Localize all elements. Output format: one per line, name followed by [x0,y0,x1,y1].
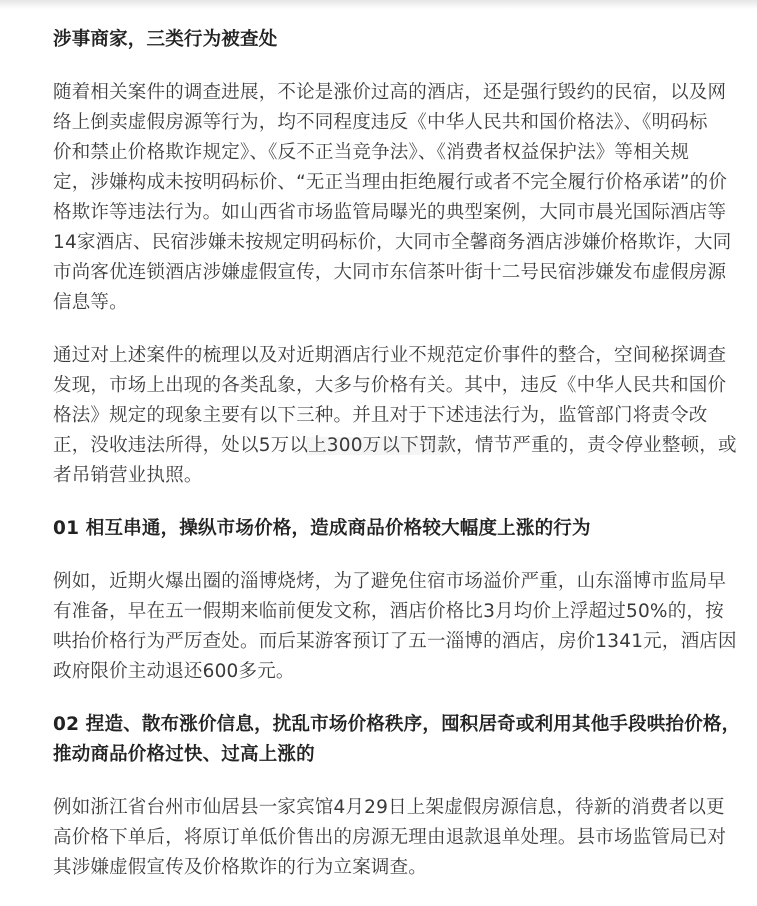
paragraph-cases [53,78,733,318]
text-line: 者吊销营业执照。 [53,465,203,486]
text-line: 14家酒店、民宿涉嫌未按规定明码标价，大同市全馨商务酒店涉嫌价格欺诈，大同 [53,232,732,253]
text-line: 信息等。 [53,292,128,313]
text-line: 价和禁止价格欺诈规定》、《反不正当竞争法》、《消费者权益保护法》等相关规 [53,142,690,163]
text-line: 格欺诈等违法行为。如山西省市场监管局曝光的典型案例，大同市晨光国际酒店等 [53,202,727,223]
text-line: 正，没收违法所得，处以5万以上300万以下罚款，情节严重的，责令停业整顿，或 [53,435,737,456]
heading-line: 推动商品价格过快、过高上涨的 [53,744,315,765]
text-line: 络上倒卖虚假房源等行为，均不同程度违反《中华人民共和国价格法》、《明码标 [53,112,708,133]
text-line: 政府限价主动退还600多元。 [53,661,295,682]
paragraph-zibo-example [53,567,737,687]
section-title [53,25,733,55]
text-line: 有准备，早在五一假期来临前便发文称，酒店价格比3月均价上浮超过50%的，按 [53,601,724,622]
section-title-text: 涉事商家，三类行为被查处 [53,29,278,50]
text-line: 市尚客优连锁酒店涉嫌虚假宣传，大同市东信茶叶街十二号民宿涉嫌发布虚假房源 [53,262,727,283]
text-line: 例如，近期火爆出圈的淄博烧烤，为了避免住宿市场溢价严重，山东淄博市监局早 [53,571,727,592]
paragraph-summary [53,341,737,491]
text-line: 高价格下单后，将原订单低价售出的房源无理由退款退单处理。县市场监管局已对 [53,827,727,848]
text-line: 发现，市场上出现的各类乱象，大多与价格有关。其中，违反《中华人民共和国价 [53,375,727,396]
text-line: 格法》规定的现象主要有以下三种。并且对于下述违法行为，监管部门将责令改 [53,405,708,426]
text-line: 定，涉嫌构成未按明码标价、“无正当理由拒绝履行或者不完全履行价格承诺”的价 [53,172,728,193]
heading-line: 01 相互串通，操纵市场价格，造成商品价格较大幅度上涨的行为 [53,518,591,539]
article-body [53,25,741,906]
paragraph-xianju-example [53,793,733,883]
text-line: 哄抬价格行为严厉查处。而后某游客预订了五一淄博的酒店，房价1341元，酒店因 [53,631,737,652]
text-line: 随着相关案件的调查进展，不论是涨价过高的酒店，还是强行毁约的民宿，以及网 [53,82,727,103]
text-line: 通过对上述案件的梳理以及对近期酒店行业不规范定价事件的整合，空间秘探调查 [53,345,727,366]
text-line: 例如浙江省台州市仙居县一家宾馆4月29日上架虚假房源信息，待新的消费者以更 [53,797,725,818]
text-line: 其涉嫌虚假宣传及价格欺诈的行为立案调查。 [53,857,428,878]
heading-01 [53,514,733,544]
top-shadow-bar [0,0,757,9]
heading-line: 02 捏造、散布涨价信息，扰乱市场价格秩序，囤积居奇或利用其他手段哄抬价格， [53,714,741,735]
heading-02 [53,710,741,770]
